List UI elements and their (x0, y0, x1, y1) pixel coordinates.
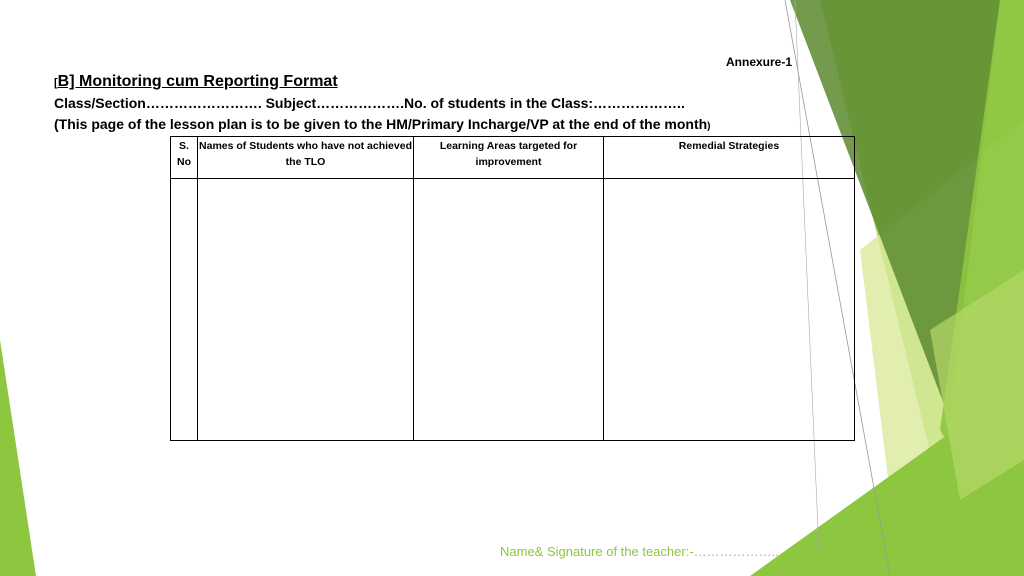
header-remedial-strategies: Remedial Strategies (604, 137, 855, 179)
header-learning-areas: Learning Areas targeted for improvement (414, 137, 604, 179)
header-sno: S. No (171, 137, 198, 179)
teacher-signature-line: Name& Signature of the teacher:-……………….. (500, 544, 779, 559)
title-text: B] Monitoring cum Reporting Format (57, 73, 338, 90)
title-bracket: [ (54, 77, 58, 89)
cell-student-names[interactable] (198, 179, 414, 441)
cell-learning-areas[interactable] (414, 179, 604, 441)
cell-sno[interactable] (171, 179, 198, 441)
cell-remedial-strategies[interactable] (604, 179, 855, 441)
header-student-names: Names of Students who have not achieved the TLO (198, 137, 414, 179)
monitoring-table (170, 136, 855, 441)
annexure-label: Annexure-1 (726, 55, 793, 69)
page-title (54, 73, 338, 91)
table-header-row (171, 137, 855, 179)
instruction-note-close: ) (707, 121, 711, 132)
instruction-note (54, 116, 711, 132)
table-row (171, 179, 855, 441)
instruction-note-text: (This page of the lesson plan is to be given to the HM/Primary Incharge/VP at the end of the month (54, 116, 708, 132)
left-green-sliver (0, 340, 36, 576)
class-subject-line: Class/Section……………………. Subject……………….No. of students in the Class:……………….. (54, 95, 685, 111)
